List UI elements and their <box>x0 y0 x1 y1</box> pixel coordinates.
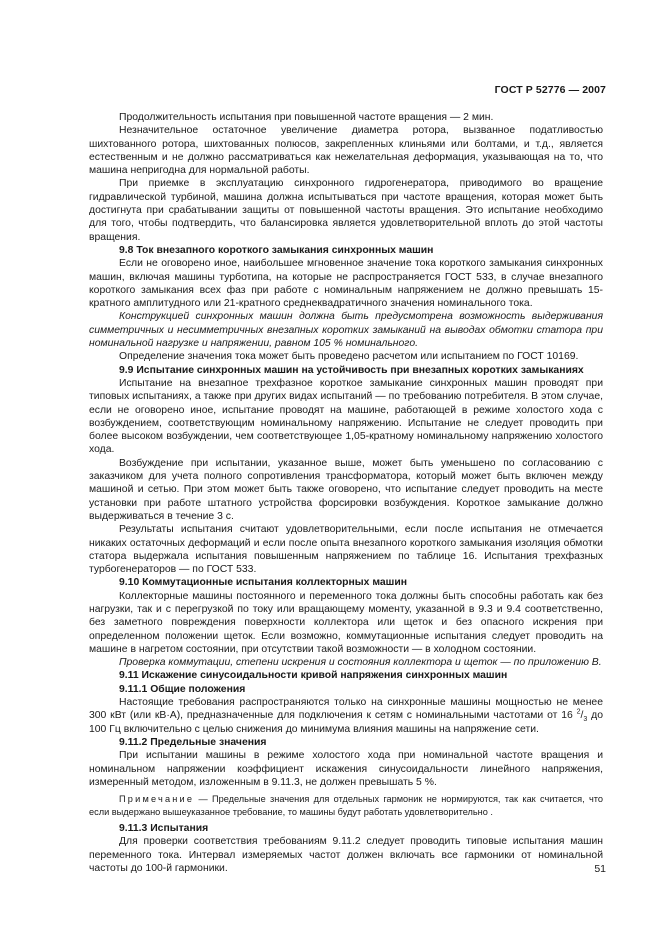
paragraph-italic: Конструкцией синхронных машин должна быть предусмотрена возможность выдерживания симметричных и несимметричных внезапных коротких замыканий на выводах обмотки статора при номинальной нагрузке и напряжении, равном 105 % номинального. <box>89 311 603 350</box>
paragraph: Возбуждение при испытании, указанное выше, может быть уменьшено по согласованию с заказчиком для учета полного сопротивления трансформатора, который может быть включен между машиной и сетью. При этом может быть также оговорено, что испытание следует проводить на месте установки при работе штатного устройства форсировки возбуждения. Короткое замыкание должно выдерживаться в течение 3 с. <box>89 457 603 522</box>
section-heading-9-11: 9.11 Искажение синусоидальности кривой напряжения синхронных машин <box>119 670 508 682</box>
paragraph: Коллекторные машины постоянного и переменного тока должны быть способны работать как без нагрузки, так и с перегрузкой по току или вращающему моменту, указанной в 9.3 и 9.4 соответственно, без заметного повреждения поверхности коллектора или щеток и без опасного искрения при определенном положении щеток. Если возможно, коммутационные испытания следует проводить на машине в нагретом состоянии, при отсутствии такой возможности — в холодном состоянии. <box>89 590 603 655</box>
section-heading-9-11-2: 9.11.2 Предельные значения <box>119 736 267 748</box>
fraction-denominator: 3 <box>583 716 588 724</box>
section-heading-9-9: 9.9 Испытание синхронных машин на устойчивость при внезапных коротких замыканиях <box>119 364 584 376</box>
paragraph: Испытание на внезапное трехфазное короткое замыкание синхронных машин проводят при типовых испытаниях, а также при других видах испытаний — по требованию потребителя. В этом случае, если не оговорено иное, испытание проводят на машине, работающей в режиме холостого хода с возбуждением, соответствующим номинальному напряжению. Испытание не следует проводить при более высоком возбуждении, чем соответствующее 1,05-кратному номинальному напряжению холостого хода. <box>89 377 603 456</box>
paragraph: Результаты испытания считают удовлетворительными, если после испытания не отмечается никаких остаточных деформаций и если после опыта внезапного короткого замыкания изоляция обмотки статора выдержала испытания повышенным напряжением по таблице 16. Испытания трехфазных турбогенераторов — по ГОСТ 533. <box>89 524 603 576</box>
text-fragment: Настоящие требования распространяются только на синхронные машины мощностью не менее 300 кВт (или кВ·А), предназначенные для подключения к сетям с номинальными частотами от 16 <box>89 697 603 722</box>
paragraph: Для проверки соответствия требованиям 9.11.2 следует проводить типовые испытания машин переменного тока. Интервал измеряемых частот должен включать все гармоники от номинальной частоты до 100-й гармоники. <box>89 836 603 874</box>
paragraph: Определение значения тока может быть проведено расчетом или испытанием по ГОСТ 10169. <box>119 351 579 363</box>
page-number: 51 <box>594 863 606 875</box>
section-heading-9-8: 9.8 Ток внезапного короткого замыкания синхронных машин <box>119 244 434 256</box>
document-code: ГОСТ Р 52776 — 2007 <box>494 84 606 96</box>
note-label: Примечание <box>119 794 195 805</box>
section-heading-9-10: 9.10 Коммутационные испытания коллекторных машин <box>119 577 407 589</box>
fraction-numerator: 2 <box>576 708 581 716</box>
note <box>89 793 603 818</box>
paragraph: При приемке в эксплуатацию синхронного гидрогенератора, приводимого во вращение гидравлической турбиной, машина должна испытываться при частоте вращения, которая может быть достигнута при срабатывании защиты от повышенной частоты вращения. Это испытание необходимо для того, чтобы подтвердить, что балансировка является удовлетворительной вплоть до этой частоты вращения. <box>89 178 603 243</box>
paragraph: При испытании машины в режиме холостого хода при номинальной частоте вращения и номинальном напряжении коэффициент искажения синусоидальности линейного напряжения, измеренный методом, изложенным в 9.11.3, не должен превышать 5 %. <box>89 750 603 788</box>
text-fragment: до 100 Гц включительно с целью снижения до минимума влияния машины на напряжение сети. <box>89 710 603 735</box>
section-heading-9-11-3: 9.11.3 Испытания <box>119 822 209 834</box>
paragraph-frequency <box>89 696 603 736</box>
note-text: — Предельные значения для отдельных гармоник не нормируются, так как считается, что если выдержано вышеуказанное требование, то машины будут работать удовлетворительно . <box>89 794 603 817</box>
page-header <box>0 84 662 98</box>
section-heading-9-11-1: 9.11.1 Общие положения <box>119 683 246 695</box>
paragraph-italic: Проверка коммутации, степени искрения и состояния коллектора и щеток — по приложению В. <box>119 657 602 669</box>
paragraph: Продолжительность испытания при повышенной частоте вращения — 2 мин. <box>119 112 494 123</box>
paragraph: Если не оговорено иное, наибольшее мгновенное значение тока короткого замыкания синхронных машин, включая машины турботипа, на которые не распространяется ГОСТ 533, в случае внезапного короткого замыкания всех фаз при работе с номинальным напряжением не должно превышать 15-кратного амплитудного или 21-кратного среднеквадратичного значения номинального тока. <box>89 258 603 310</box>
fraction-slash: / <box>580 710 584 722</box>
document-body <box>89 111 603 875</box>
paragraph: Незначительное остаточное увеличение диаметра ротора, вызванное податливостью шихтованного ротора, шихтованных полюсов, закрепленных клиньями или болтами, и т.д., является естественным и не должно рассматриваться как нежелательная деформация, указывающая на то, что машина непригодна для нормальной работы. <box>89 125 603 177</box>
